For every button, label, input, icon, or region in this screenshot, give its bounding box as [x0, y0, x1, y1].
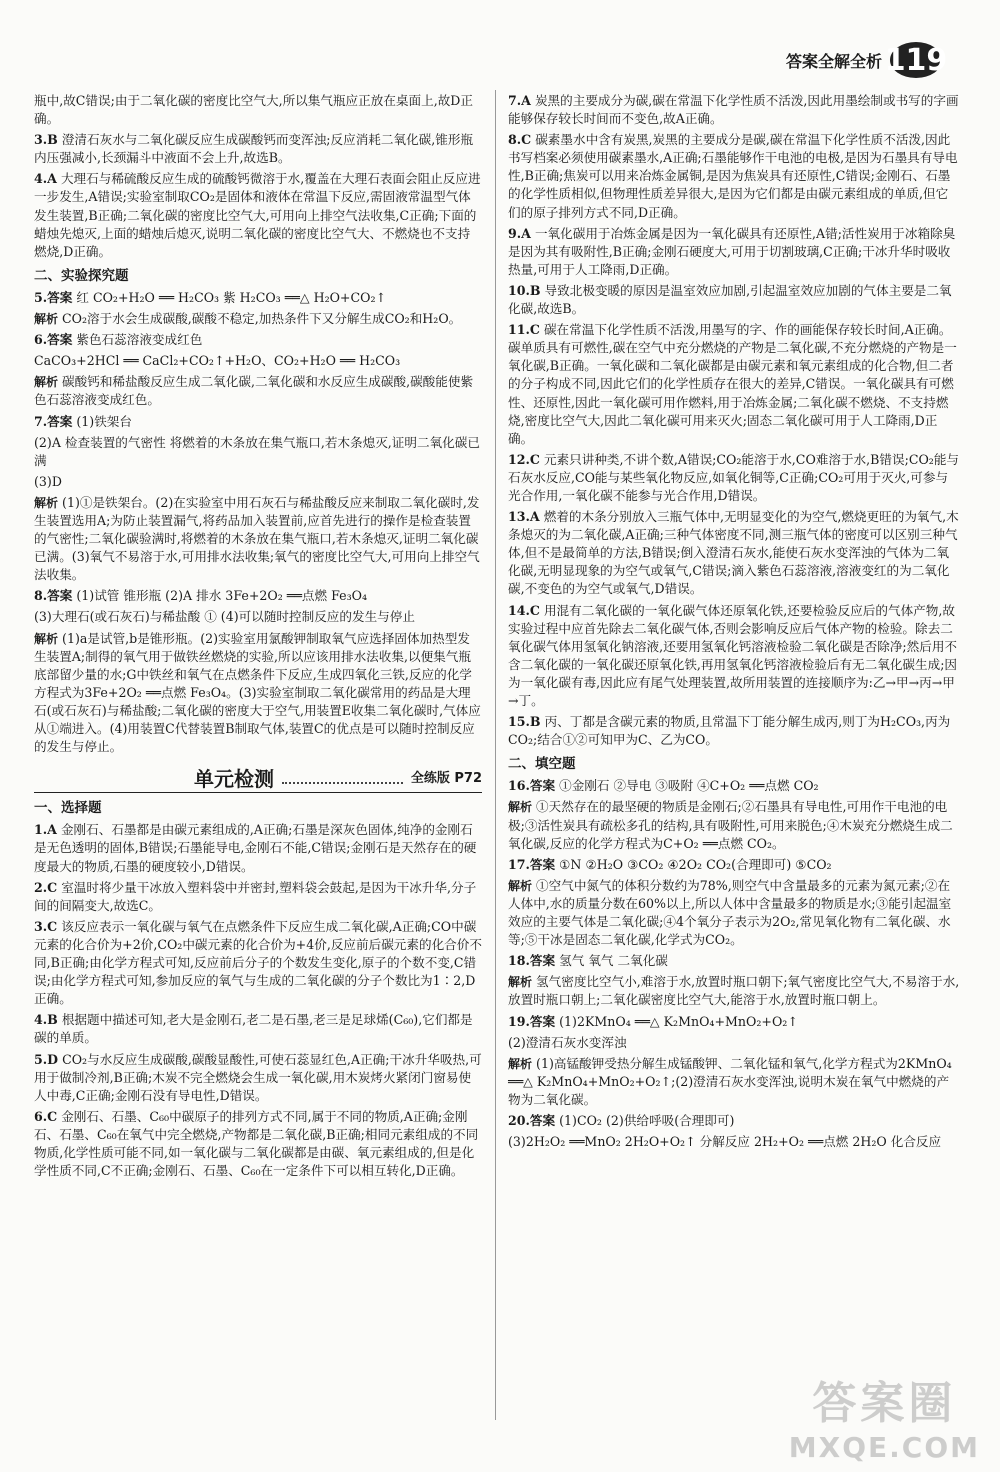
analysis-tag: 解析	[508, 800, 533, 815]
page-header	[785, 42, 948, 78]
item-number: 7.答案	[34, 413, 73, 429]
answer-item	[34, 131, 482, 167]
item-number: 3.C	[34, 918, 58, 934]
item-text: 氢气密度比空气小,难溶于水,放置时瓶口朝下;氧气密度比空气大,不易溶于水,放置时瓶口朝上;二氧化碳密度比空气大,能溶于水,放置时瓶口朝上。	[508, 974, 960, 1008]
answer-item	[508, 798, 960, 852]
item-number: 16.答案	[508, 778, 556, 794]
item-text: ①金刚石 ②导电 ③吸附 ④C+O₂ ══点燃 CO₂	[559, 778, 819, 794]
answer-item	[508, 1034, 960, 1052]
analysis-tag: 解析	[34, 375, 59, 390]
analysis-tag: 解析	[508, 878, 533, 893]
item-number: 8.C	[508, 132, 532, 148]
answer-item	[508, 225, 960, 279]
item-number: 5.答案	[34, 289, 73, 305]
item-number: 19.答案	[508, 1013, 556, 1029]
answer-item	[508, 777, 960, 795]
answer-item	[508, 877, 960, 949]
header-title: 答案全解全析	[785, 51, 882, 71]
item-text: 碳素墨水中含有炭黑,炭黑的主要成分是碳,碳在常温下化学性质不活泼,因此书写档案必须使用碳素墨水,A正确;石墨能够作干电池的电极,是因为石墨具有导电性,B正确;焦炭可以用来冶炼金属铜,是因为焦炭具有还原性,C错误;金刚石、石墨的化学性质相似,但物理性质差异很大,是因为它们都是由碳元素组成的单质,但它们的原子排列方式不同,D正确。	[508, 132, 958, 220]
answer-item	[34, 630, 482, 757]
item-number: 12.C	[508, 451, 540, 467]
unit-test-title: 单元检测	[194, 767, 274, 792]
item-number: 6.C	[34, 1108, 58, 1124]
answer-item	[34, 331, 482, 349]
item-text: (1)铁架台	[76, 413, 132, 429]
answer-item	[508, 131, 960, 221]
item-text: (1)a是试管,b是锥形瓶。(2)实验室用氯酸钾制取氧气应选择固体加热型发生装置A;制得的氧气用于做铁丝燃烧的实验,所以应该用排水法收集,以便集气瓶底部留少量的水;G中铁丝和氧气在点燃条件下反应,生成四氧化三铁,反应的化学方程式为3Fe+2O₂ ══点燃 Fe₃O₄。(3)实验室制取二氧化碳常用的药品是大理石(或石灰石)与稀盐酸;二氧化碳的密度大于空气,用装置E收集二氧化碳时,气体应从①端进入。(4)用装置C代替装置B制取气体,装置C的优点是可以随时控制反应的发生与停止。	[34, 630, 481, 755]
right-column	[508, 92, 960, 1154]
item-text: CO₂溶于水会生成碳酸,碳酸不稳定,加热条件下又分解生成CO₂和H₂O。	[62, 311, 462, 327]
answer-item	[508, 1133, 960, 1151]
answer-item	[508, 321, 960, 448]
unit-test-reference: 全练版 P72	[410, 771, 482, 787]
answer-item	[34, 494, 482, 584]
item-text: ①N ②H₂O ③CO₂ ④2O₂ CO₂(合理即可) ⑤CO₂	[559, 856, 832, 872]
unit-test-header	[34, 767, 482, 793]
item-text: 该反应表示一氧化碳与氧气在点燃条件下反应生成二氧化碳,A正确;CO中碳元素的化合价为+2价,CO₂中碳元素的化合价为+4价,反应前后碳元素的化合价不同,B正确;由化学方程式可知,反应前后分子的个数发生变化,原子的个数不变,C错误;由化学方程式可知,参加反应的氧气与生成的二氧化碳的分子个数比为1∶2,D正确。	[34, 918, 482, 1007]
item-text: (1)试管 锥形瓶 (2)A 排水 3Fe+2O₂ ══点燃 Fe₃O₄	[76, 588, 368, 604]
answer-item	[34, 373, 482, 409]
section-heading-experiment: 二、实验探究题	[34, 267, 129, 284]
item-text: (3)2H₂O₂ ══MnO₂ 2H₂O+O₂↑ 分解反应 2H₂+O₂ ══点燃 2H₂O 化合反应	[508, 1134, 942, 1150]
answer-item	[34, 170, 482, 260]
item-number: 10.B	[508, 282, 541, 298]
item-text: CO₂与水反应生成碳酸,碳酸显酸性,可使石蕊显红色,A正确;干冰升华吸热,可用于做制冷剂,B正确;木炭不完全燃烧会生成一氧化碳,用木炭烤火紧闭门窗易使人中毒,C正确;金刚石没有导电性,D错误。	[34, 1051, 482, 1103]
watermark-logo	[789, 1367, 980, 1464]
analysis-tag: 解析	[508, 1056, 533, 1071]
item-text: (2)A 检查装置的气密性 将燃着的木条放在集气瓶口,若木条熄灭,证明二氧化碳已满	[34, 434, 480, 468]
section-heading-fill: 二、填空题	[508, 756, 576, 773]
item-text: 澄清石灰水与二氧化碳反应生成碳酸钙而变浑浊;反应消耗二氧化碳,锥形瓶内压强减小,长颈漏斗中液面不会上升,故选B。	[34, 132, 474, 166]
item-number: 6.答案	[34, 332, 73, 348]
item-number: 7.A	[508, 93, 531, 108]
item-text: 用混有二氧化碳的一氧化碳气体还原氧化铁,还要检验反应后的气体产物,故实验过程中应首先除去二氧化碳气体,否则会影响反应后气体产物的检验。除去二氧化碳气体用氢氧化钠溶液,还要用氢氧化钙溶液检验二氧化碳是否除净;然后用不含二氧化碳的一氧化碳还原氧化铁,再用氢氧化钙溶液检验后有无二氧化碳生成;因为一氧化碳有毒,因此应有尾气处理装置,故所用装置的连接顺序为:乙→甲→丙→甲→丁。	[508, 602, 958, 708]
item-number: 4.B	[34, 1012, 58, 1028]
item-number: 5.D	[34, 1051, 59, 1067]
answer-item	[508, 282, 960, 318]
item-text: 元素只讲种类,不讲个数,A错误;CO₂能溶于水,CO难溶于水,B错误;CO₂能与石灰水反应,CO能与某些氧化物反应,如氧化铜等,C正确;CO₂可用于灭火,可参与光合作用,一氧化碳不能参与光合作用,D错误。	[508, 451, 960, 503]
section-heading-choice: 一、选择题	[34, 800, 102, 817]
answer-item	[508, 952, 960, 970]
answer-item	[34, 879, 482, 915]
answer-item	[34, 587, 482, 605]
answer-item	[508, 856, 960, 874]
item-text: 燃着的木条分别放入三瓶气体中,无明显变化的为空气,燃烧更旺的为氧气,木条熄灭的为二氧化碳,A正确;三种气体密度不同,测三瓶气体的密度可以区别三种气体,但不是最简单的方法,B错误;倒入澄清石灰水,能使石灰水变浑浊的气体为二氧化碳,无明显现象的为空气或氧气,C错误;滴入紫色石蕊溶液,溶液变红的为二氧化碳,不变色的为空气或氧气,D错误。	[508, 509, 959, 597]
answer-item	[508, 973, 960, 1009]
item-text: (1)①是铁架台。(2)在实验室中用石灰石与稀盐酸反应来制取二氧化碳时,发生装置选用A;为防止装置漏气,将药品加入装置前,应首先进行的操作是检查装置的气密性;二氧化碳验满时,将燃着的木条放在集气瓶口,若木条熄灭,证明二氧化碳已满。(3)氧气不易溶于水,可用排水法收集;氧气的密度比空气大,可用向上排空气法收集。	[34, 494, 480, 583]
item-text: (1)高锰酸钾受热分解生成锰酸钾、二氧化锰和氧气,化学方程式为2KMnO₄ ══△ K₂MnO₄+MnO₂+O₂↑;(2)澄清石灰水变浑浊,说明木炭在氧气中燃烧的产物为二氧化碳。	[508, 1055, 952, 1107]
answer-item	[34, 608, 482, 626]
analysis-tag: 解析	[34, 312, 59, 327]
item-number: 14.C	[508, 602, 540, 618]
analysis-tag: 解析	[34, 631, 59, 646]
item-text: 碳在常温下化学性质不活泼,用墨写的字、作的画能保存较长时间,A正确。碳单质具有可燃性,碳在空气中充分燃烧的产物是二氧化碳,不充分燃烧的产物是一氧化碳,B正确。一氧化碳和二氧化碳都是由碳元素和氧元素组成的化合物,但二者的分子构成不同,因此它们的化学性质存在很大的差异,C错误。一氧化碳具有可燃性、还原性,因此一氧化碳可用作燃料,用于冶炼金属;二氧化碳不燃烧、不支持燃烧,密度比空气大,因此二氧化碳可用来灭火;固态二氧化碳可用于人工降雨,D正确。	[508, 322, 957, 446]
watermark-text: 答案圈	[812, 1378, 957, 1429]
answer-item	[34, 918, 482, 1008]
answer-item	[508, 92, 960, 128]
left-column	[34, 92, 482, 1183]
answer-item	[508, 602, 960, 711]
item-number: 3.B	[34, 132, 58, 148]
item-text: 根据题中描述可知,老大是金刚石,老二是石墨,老三是足球烯(C₆₀),它们都是碳的单质。	[34, 1012, 473, 1046]
item-text: CaCO₃+2HCl ══ CaCl₂+CO₂↑+H₂O、CO₂+H₂O ══ H₂CO₃	[34, 353, 401, 369]
answer-item	[34, 413, 482, 431]
analysis-tag: 解析	[34, 495, 59, 510]
answer-item	[34, 352, 482, 370]
item-text: ①天然存在的最坚硬的物质是金刚石;②石墨具有导电性,可用作干电池的电极;③活性炭具有疏松多孔的结构,具有吸附性,可用来脱色;④木炭充分燃烧生成二氧化碳,反应的化学方程式为C+O₂ ══点燃 CO₂。	[508, 799, 953, 851]
answer-item	[508, 713, 960, 749]
item-text: 室温时将少量干冰放入塑料袋中并密封,塑料袋会鼓起,是因为干冰升华,分子间的间隔变大,故选C。	[34, 879, 477, 913]
item-text: (3)大理石(或石灰石)与稀盐酸 ① (4)可以随时控制反应的发生与停止	[34, 609, 415, 625]
answer-item	[34, 289, 482, 307]
answer-item	[34, 1108, 482, 1180]
column-divider	[495, 90, 496, 1420]
item-number: 1.A	[34, 822, 57, 838]
page-number: 119	[884, 42, 948, 78]
answer-item	[34, 1011, 482, 1047]
item-text: 碳酸钙和稀盐酸反应生成二氧化碳,二氧化碳和水反应生成碳酸,碳酸能使紫色石蕊溶液变成红色。	[34, 374, 474, 408]
item-text: 氢气 氧气 二氧化碳	[559, 953, 668, 969]
answer-item	[34, 92, 482, 128]
watermark-url: MXQE.COM	[788, 1431, 980, 1464]
item-number: 17.答案	[508, 856, 556, 872]
answer-item	[34, 310, 482, 328]
item-text: 一氧化碳用于冶炼金属是因为一氧化碳具有还原性,A错;活性炭用于冰箱除臭是因为其有吸附性,B正确;金刚石硬度大,可用于切割玻璃,C正确;干冰升华时吸收热量,可用于人工降雨,D正确。	[508, 225, 956, 277]
item-text: (2)澄清石灰水变浑浊	[508, 1034, 627, 1050]
item-text: ①空气中氮气的体积分数约为78%,则空气中含量最多的元素为氮元素;②在人体中,水的质量分数在60%以上,所以人体中含量最多的物质是水;③能引起温室效应的主要气体是二氧化碳;④4个氧分子表示为2O₂,常见氧化物有二氧化碳、水等;⑤干冰是固态二氧化碳,化学式为CO₂。	[508, 877, 952, 948]
dotted-leader	[282, 774, 403, 784]
answer-item	[508, 1055, 960, 1109]
item-number: 15.B	[508, 714, 541, 730]
item-number: 13.A	[508, 509, 540, 525]
answer-item	[508, 1013, 960, 1031]
item-text: (1)2KMnO₄ ══△ K₂MnO₄+MnO₂+O₂↑	[559, 1013, 798, 1029]
item-text: 紫色石蕊溶液变成红色	[76, 332, 203, 348]
answer-item	[34, 473, 482, 491]
analysis-tag: 解析	[508, 975, 533, 990]
answer-item	[508, 451, 960, 505]
answer-item	[508, 1112, 960, 1130]
item-text: 瓶中,故C错误;由于二氧化碳的密度比空气大,所以集气瓶应正放在桌面上,故D正确。	[34, 93, 473, 127]
item-text: 炭黑的主要成分为碳,碳在常温下化学性质不活泼,因此用墨绘制或书写的字画能够保存较长时间而不变色,故A正确。	[508, 93, 959, 127]
answer-item	[34, 1051, 482, 1105]
item-text: (1)CO₂ (2)供给呼吸(合理即可)	[559, 1112, 735, 1128]
item-number: 20.答案	[508, 1112, 556, 1128]
answer-item	[508, 508, 960, 598]
item-text: 红 CO₂+H₂O ══ H₂CO₃ 紫 H₂CO₃ ══△ H₂O+CO₂↑	[76, 289, 387, 305]
item-number: 11.C	[508, 322, 540, 338]
item-number: 4.A	[34, 171, 57, 187]
item-text: 导致北极变暖的原因是温室效应加剧,引起温室效应加剧的气体主要是二氧化碳,故选B。	[508, 282, 952, 317]
item-text: 大理石与稀硫酸反应生成的硫酸钙微溶于水,覆盖在大理石表面会阻止反应进一步发生,A错误;实验室制取CO₂是固体和液体在常温下反应,需固液常温型气体发生装置,B正确;二氧化碳的密度比空气大,可用向上排空气法收集,C正确;下面的蜡烛先熄灭,上面的蜡烛后熄灭,说明二氧化碳的密度比空气大、不燃烧也不支持燃烧,D正确。	[34, 171, 481, 259]
answer-item	[34, 434, 482, 470]
item-text: (3)D	[34, 473, 62, 489]
item-text: 金刚石、石墨都是由碳元素组成的,A正确;石墨是深灰色固体,纯净的金刚石是无色透明的固体,B错误;石墨能导电,金刚石不能,C错误;金刚石是天然存在的硬度最大的物质,石墨的硬度较小,D错误。	[34, 822, 477, 874]
item-text: 丙、丁都是含碳元素的物质,且常温下丁能分解生成丙,则丁为H₂CO₃,丙为CO₂;结合①②可知甲为C、乙为CO。	[508, 714, 951, 748]
answer-item	[34, 821, 482, 875]
item-number: 8.答案	[34, 588, 73, 604]
item-number: 18.答案	[508, 953, 556, 969]
item-number: 2.C	[34, 879, 58, 895]
item-text: 金刚石、石墨、C₆₀中碳原子的排列方式不同,属于不同的物质,A正确;金刚石、石墨、C₆₀在氧气中完全燃烧,产物都是二氧化碳,B正确;相同元素组成的不同物质,化学性质可能不同,如一氧化碳与二氧化碳都是由碳、氧元素组成的,但是化学性质不同,C不正确;金刚石、石墨、C₆₀在一定条件下可以相互转化,D正确。	[34, 1108, 479, 1179]
item-number: 9.A	[508, 225, 531, 241]
